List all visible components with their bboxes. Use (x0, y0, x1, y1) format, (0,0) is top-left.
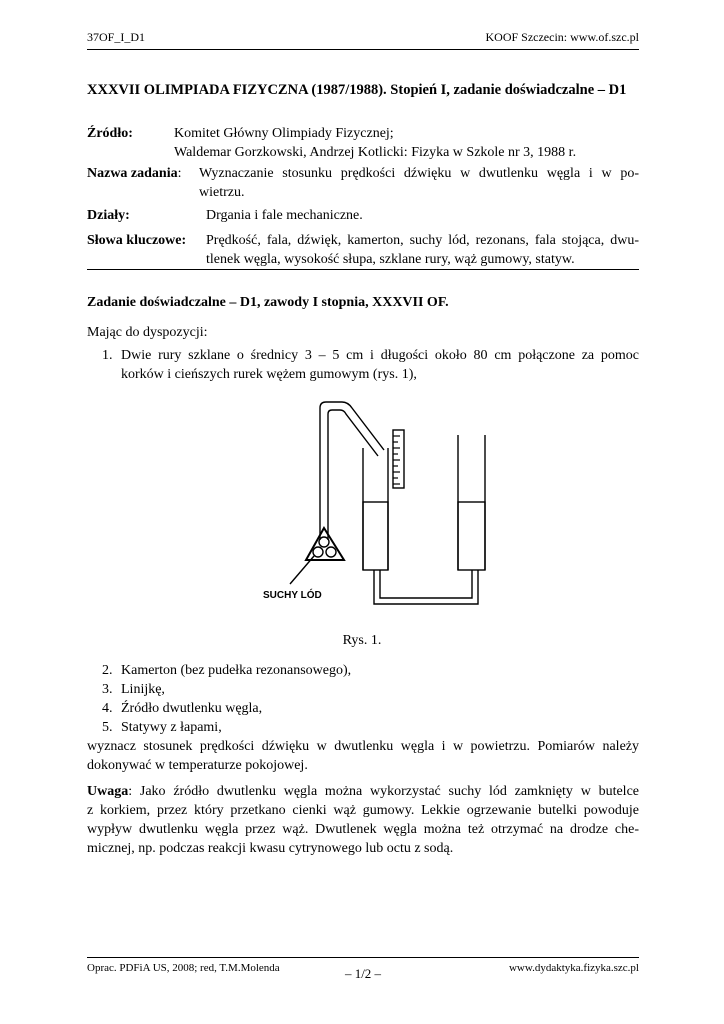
item-4-text: Źródło dwutlenku węgla, (121, 701, 263, 716)
dry-ice-bottle (306, 528, 344, 560)
footer-left: Oprac. PDFiA US, 2008; red, T.M.Molenda (87, 962, 280, 974)
item-1-number: 1. (102, 348, 113, 363)
label-pointer (290, 556, 314, 584)
meta-sections-value: Drgania i fale mechaniczne. (206, 208, 363, 223)
item-1-text: Dwie rury szklane o średnicy 3 – 5 cm i długości około 80 cm połączone za pomoc korków i cieńszych rurek wężem gumowym (rys. 1), (121, 348, 639, 382)
item-4-number: 4. (102, 701, 113, 716)
item-5-text: Statywy z łapami, (121, 720, 222, 735)
meta-sections (87, 206, 639, 226)
meta-task-line-1: Wyznaczanie stosunku prędkości dźwięku w dwutlenku węgla i w po- (199, 166, 639, 181)
right-cork (458, 502, 485, 570)
meta-task-label: Nazwa zadania (87, 166, 178, 181)
intro-text: Mając do dyspozycji: (87, 325, 208, 340)
page-number: – 1/2 – (344, 966, 382, 981)
task-statement: wyznacz stosunek prędkości dźwięku w dwutlenku węgla i w powietrzu. Pomiarów należy dokonywać w temperaturze pokojowej. (87, 739, 639, 773)
meta-keywords (87, 231, 639, 271)
task-subtitle: Zadanie doświadczalne – D1, zawody I stopnia, XXXVII OF. (87, 295, 449, 310)
meta-keywords-line-1: Prędkość, fala, dźwięk, kamerton, suchy lód, rezonans, fala stojąca, dwu- (206, 233, 639, 248)
meta-task-line-2: wietrzu. (199, 185, 245, 200)
hose-outer (374, 570, 478, 604)
ice-piece-1 (313, 547, 323, 557)
meta-source-line-2: Waldemar Gorzkowski, Andrzej Kotlicki: Fizyka w Szkole nr 3, 1988 r. (174, 145, 577, 160)
meta-keywords-label: Słowa kluczowe: (87, 233, 187, 248)
dry-ice-label: SUCHY LÓD (263, 590, 322, 601)
header-right: KOOF Szczecin: www.of.szc.pl (485, 30, 639, 44)
meta-task (87, 164, 639, 204)
footer-right: www.dydaktyka.fizyka.szc.pl (508, 962, 639, 974)
note-first-line: : Jako źródło dwutlenku węgla można wykorzystać suchy lód zamknięty w butelce (128, 784, 639, 799)
footer-rule (87, 957, 639, 958)
hose-inner (380, 570, 472, 598)
item-2-text: Kamerton (bez pudełka rezonansowego), (121, 663, 352, 678)
ruler-ticks (393, 436, 400, 484)
ice-piece-3 (319, 537, 329, 547)
meta-keywords-line-2: tlenek węgla, wysokość słupa, szklane rury, wąż gumowy, statyw. (206, 252, 575, 267)
meta-sections-label: Działy: (87, 208, 130, 223)
left-cork (363, 502, 388, 570)
header-left: 37OF_I_D1 (87, 30, 146, 44)
meta-rule (87, 269, 639, 270)
note-paragraph: Uwaga: Jako źródło dwutlenku węgla można wykorzystać suchy lód zamknięty w butelce z korkiem, przez który przetkano cienki wąż gumowy. Lekkie ogrzewanie butelki powoduje wypływ dwutlenku węgla przez wąż. Dwutlenek węgla można też otrzymać na drodze che- micznej, np. podczas reakcji kwasu cytrynowego lub octu z sodą. (87, 784, 639, 856)
meta-source-label: Źródło: (87, 126, 133, 141)
item-3-number: 3. (102, 682, 113, 697)
meta-source-line-1: Komitet Główny Olimpiady Fizycznej; (174, 126, 394, 141)
meta-source (87, 124, 639, 164)
item-5-number: 5. (102, 720, 113, 735)
item-3-text: Linijkę, (121, 682, 165, 697)
apparatus-figure (250, 390, 510, 620)
header-rule (87, 49, 639, 50)
meta-task-colon: : (177, 166, 182, 181)
item-2-number: 2. (102, 663, 113, 678)
page-header (87, 30, 639, 45)
bent-tube-inner (328, 410, 378, 540)
ruler (393, 430, 404, 488)
document-title: XXXVII OLIMPIADA FIZYCZNA (1987/1988). Stopień I, zadanie doświadczalne – D1 (87, 82, 627, 98)
figure-caption: Rys. 1. (342, 633, 382, 648)
ice-piece-2 (326, 547, 336, 557)
note-label: Uwaga (87, 784, 129, 799)
